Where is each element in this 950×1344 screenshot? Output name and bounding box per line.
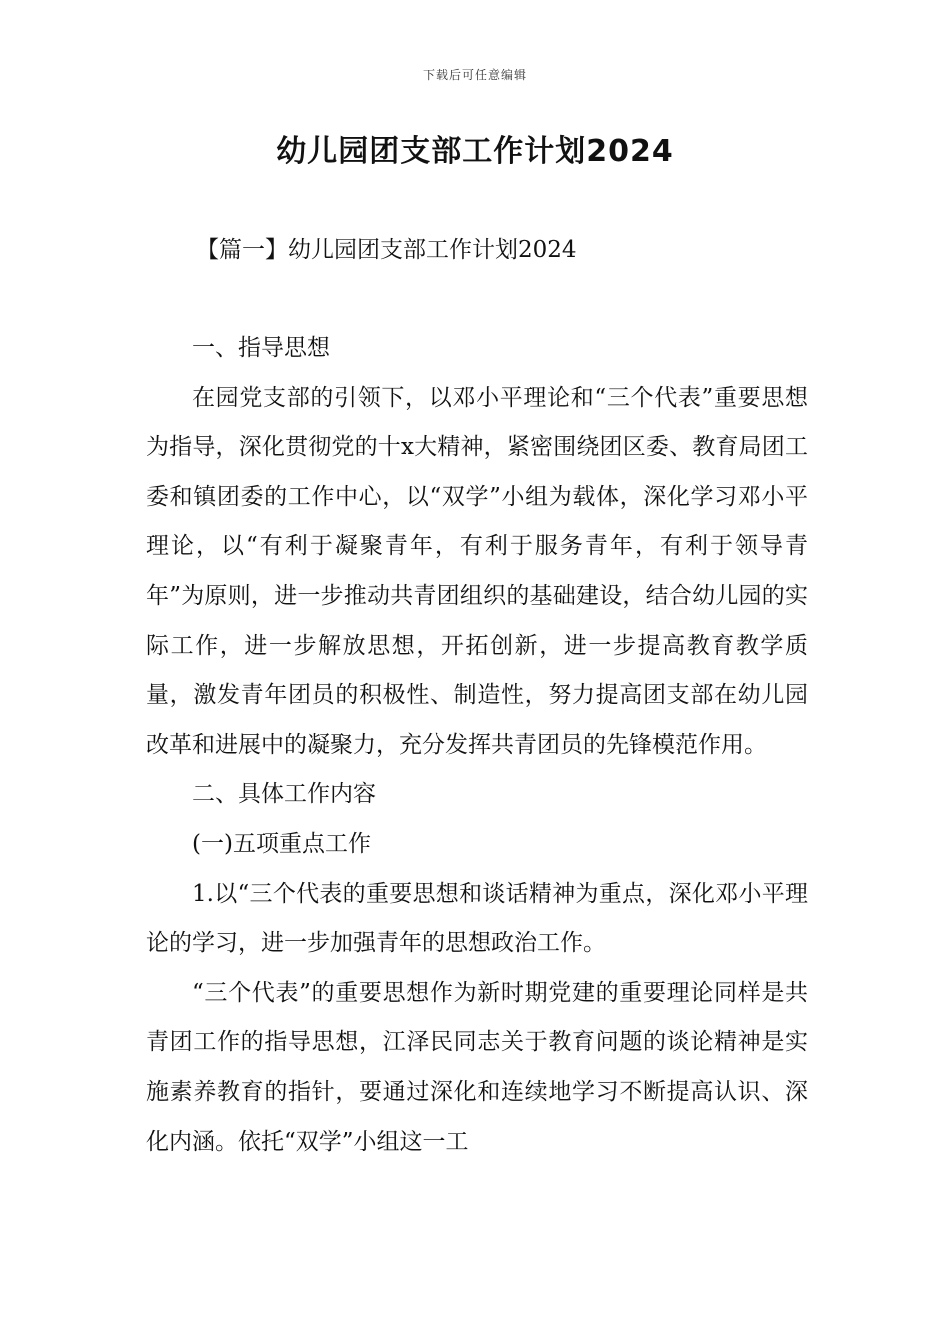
paragraph-item-1: 1.以“三个代表的重要思想和谈话精神为重点，深化邓小平理论的学习，进一步加强青年的思想政治工作。 [146,880,808,957]
header-note: 下载后可任意编辑 [422,68,527,82]
body-text [146,324,808,1167]
section-heading: 【篇一】幼儿园团支部工作计划2024 [196,237,577,263]
paragraph-key-work-heading: (一)五项重点工作 [192,830,371,857]
paragraph-three-represents: “三个代表”的重要思想作为新时期党建的重要理论同样是共青团工作的指导思想，江泽民同志关于教育问题的谈论精神是实施素养教育的指针，要通过深化和连续地学习不断提高认识、深化内涵。依托“双学”小组这一工 [146,979,808,1155]
paragraph-guiding-ideology-heading: 一、指导思想 [192,335,330,361]
document-title: 幼儿园团支部工作计划2024 [276,134,674,169]
paragraph-work-content-heading: 二、具体工作内容 [192,781,376,808]
paragraph-guiding-ideology: 在园党支部的引领下，以邓小平理论和“三个代表”重要思想为指导，深化贯彻党的十x大精神，紧密围绕团区委、教育局团工委和镇团委的工作中心，以“双学”小组为载体，深化学习邓小平理论，以“有利于凝聚青年，有利于服务青年，有利于领导青年”为原则，进一步推动共青团组织的基础建设，结合幼儿园的实际工作，进一步解放思想，开拓创新，进一步提高教育教学质量，激发青年团员的积极性、制造性，努力提高团支部在幼儿园改革和进展中的凝聚力，充分发挥共青团员的先锋模范作用。 [146,384,808,758]
